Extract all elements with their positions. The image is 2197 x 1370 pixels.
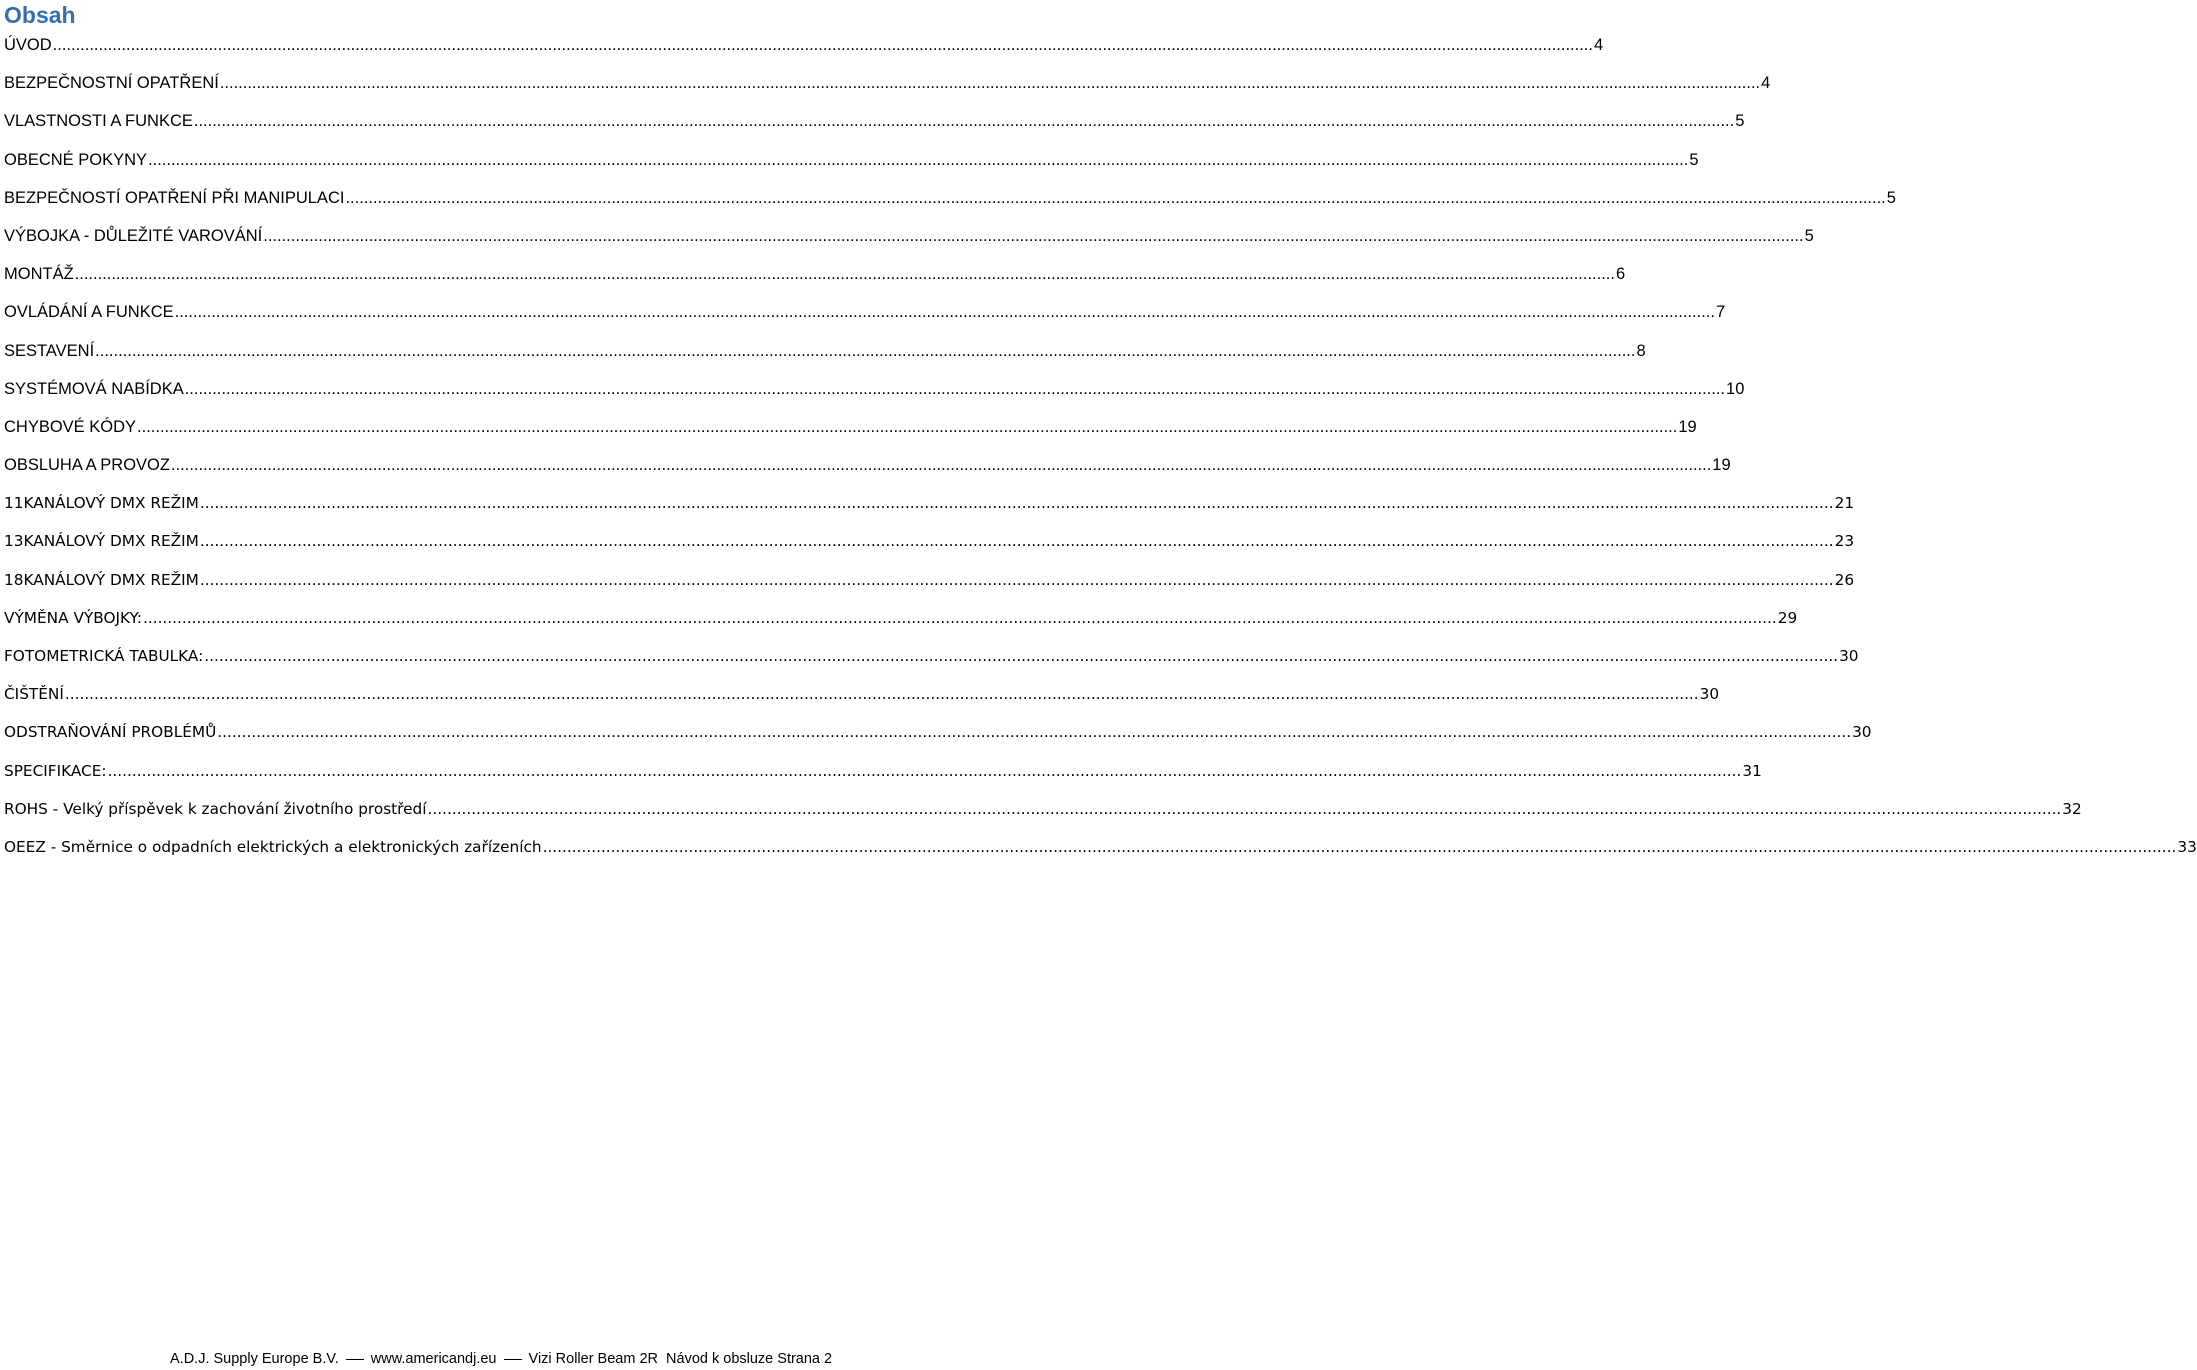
toc-entry-page-number[interactable]: 30 [1852, 723, 1872, 742]
toc-entry[interactable] [4, 223, 1814, 261]
toc-entry[interactable] [4, 185, 1896, 223]
toc-entry-page-number[interactable]: 31 [1742, 761, 1762, 780]
toc-entry-label[interactable]: ÚVOD [4, 36, 52, 54]
toc-entry[interactable] [4, 376, 1745, 414]
toc-entry-page-number[interactable]: 26 [1834, 570, 1855, 589]
toc-entry[interactable] [4, 758, 1762, 796]
table-of-contents [4, 32, 2197, 872]
toc-entry[interactable] [4, 108, 1745, 146]
toc-dot-leader [263, 223, 1803, 249]
toc-dot-leader [75, 261, 1615, 287]
footer-company: A.D.J. Supply Europe B.V. [170, 1351, 339, 1367]
toc-dot-leader [204, 643, 1838, 669]
toc-entry[interactable] [4, 299, 1726, 337]
toc-entry-page-number[interactable]: 21 [1834, 494, 1855, 513]
toc-entry[interactable] [4, 414, 1697, 452]
toc-entry[interactable] [4, 490, 1855, 528]
toc-dot-leader [217, 719, 1851, 745]
toc-dot-leader [171, 452, 1711, 478]
toc-entry[interactable] [4, 338, 1646, 376]
toc-dot-leader [53, 32, 1593, 58]
toc-dot-leader [148, 147, 1688, 173]
toc-entry[interactable] [4, 834, 2197, 872]
toc-entry-page-number[interactable]: 23 [1834, 532, 1855, 551]
toc-dot-leader [200, 567, 1834, 593]
toc-entry[interactable] [4, 643, 1859, 681]
toc-entry[interactable] [4, 32, 1604, 70]
toc-entry-label[interactable]: ROHS - Velký příspěvek k zachování životního prostředí [4, 799, 427, 818]
toc-entry-page-number[interactable]: 5 [1886, 188, 1896, 207]
toc-entry-label[interactable]: BEZPEČNOSTNÍ OPATŘENÍ [4, 74, 219, 93]
toc-entry-label[interactable]: ČIŠTĚNÍ [4, 685, 64, 704]
toc-entry-page-number[interactable]: 6 [1615, 265, 1626, 284]
toc-entry[interactable] [4, 681, 1720, 719]
page-footer [170, 1350, 836, 1368]
toc-entry[interactable] [4, 147, 1699, 185]
toc-entry-page-number[interactable]: 19 [1678, 417, 1697, 436]
toc-dot-leader [194, 108, 1734, 134]
toc-dot-leader [428, 796, 2062, 822]
toc-entry-label[interactable]: OVLÁDÁNÍ A FUNKCE [4, 303, 174, 322]
toc-entry-page-number[interactable]: 30 [1699, 685, 1720, 704]
toc-entry-page-number[interactable]: 32 [2062, 799, 2082, 818]
toc-entry[interactable] [4, 452, 1731, 490]
toc-entry-page-number[interactable]: 4 [1761, 74, 1771, 93]
toc-dot-leader [200, 490, 1834, 516]
toc-entry-label[interactable]: OEEZ - Směrnice o odpadních elektrických a elektronických zařízeních [4, 837, 542, 856]
toc-entry[interactable] [4, 796, 2082, 834]
toc-dot-leader [543, 834, 2177, 860]
toc-entry-label[interactable]: 11KANÁLOVÝ DMX REŽIM [4, 494, 199, 513]
toc-entry-label[interactable]: FOTOMETRICKÁ TABULKA: [4, 647, 204, 665]
toc-entry[interactable] [4, 528, 1855, 566]
toc-entry-label[interactable]: SYSTÉMOVÁ NABÍDKA [4, 379, 184, 398]
toc-entry-label[interactable]: SESTAVENÍ [4, 341, 95, 360]
toc-entry-page-number[interactable]: 5 [1804, 226, 1814, 245]
toc-entry[interactable] [4, 70, 1771, 108]
footer-manual-page: Návod k obsluze Strana 2 [666, 1351, 833, 1367]
toc-entry-label[interactable]: VÝMĚNA VÝBOJKY: [4, 608, 142, 627]
toc-entry-label[interactable]: SPECIFIKACE: [4, 761, 107, 780]
toc-entry-label[interactable]: MONTÁŽ [4, 265, 74, 284]
toc-entry-label[interactable]: OBECNÉ POKYNY [4, 150, 148, 169]
toc-entry-label[interactable]: VÝBOJKA - DŮLEŽITÉ VAROVÁNÍ [4, 226, 263, 245]
toc-dot-leader [137, 414, 1677, 440]
toc-entry-page-number[interactable]: 5 [1689, 150, 1699, 169]
toc-entry-page-number[interactable]: 7 [1715, 303, 1726, 322]
toc-entry-page-number[interactable]: 33 [2177, 837, 2197, 856]
footer-dash [346, 1359, 364, 1360]
toc-entry-label[interactable]: VLASTNOSTI A FUNKCE [4, 112, 193, 131]
toc-dot-leader [200, 528, 1834, 554]
toc-dot-leader [345, 185, 1885, 211]
toc-entry-label[interactable]: ODSTRAŇOVÁNÍ PROBLÉMŮ [4, 723, 217, 742]
footer-website: www.americandj.eu [370, 1351, 497, 1367]
toc-entry-page-number[interactable]: 10 [1726, 379, 1745, 398]
toc-dot-leader [220, 70, 1760, 96]
toc-entry-label[interactable]: OBSLUHA A PROVOZ [4, 456, 170, 475]
toc-dot-leader [65, 681, 1699, 707]
toc-entry-page-number[interactable]: 4 [1593, 36, 1604, 54]
toc-dot-leader [108, 758, 1742, 784]
toc-dot-leader [185, 376, 1725, 402]
footer-product: Vizi Roller Beam 2R [528, 1351, 659, 1367]
toc-entry-page-number[interactable]: 5 [1735, 112, 1745, 131]
toc-dot-leader [143, 605, 1777, 631]
toc-entry-label[interactable]: CHYBOVÉ KÓDY [4, 417, 137, 436]
toc-entry-page-number[interactable]: 8 [1636, 341, 1646, 360]
toc-entry[interactable] [4, 605, 1798, 643]
toc-entry[interactable] [4, 719, 1872, 757]
toc-entry-label[interactable]: BEZPEČNOSTÍ OPATŘENÍ PŘI MANIPULACI [4, 188, 345, 207]
toc-entry[interactable] [4, 261, 1626, 299]
footer-dash [504, 1359, 522, 1360]
toc-entry-page-number[interactable]: 30 [1839, 647, 1859, 665]
page-title: Obsah [4, 2, 76, 28]
toc-dot-leader [95, 338, 1635, 364]
toc-entry-page-number[interactable]: 19 [1712, 456, 1731, 475]
toc-entry[interactable] [4, 567, 1855, 605]
toc-dot-leader [175, 299, 1715, 325]
toc-entry-label[interactable]: 13KANÁLOVÝ DMX REŽIM [4, 532, 199, 551]
toc-entry-label[interactable]: 18KANÁLOVÝ DMX REŽIM [4, 570, 199, 589]
toc-entry-page-number[interactable]: 29 [1777, 608, 1798, 627]
